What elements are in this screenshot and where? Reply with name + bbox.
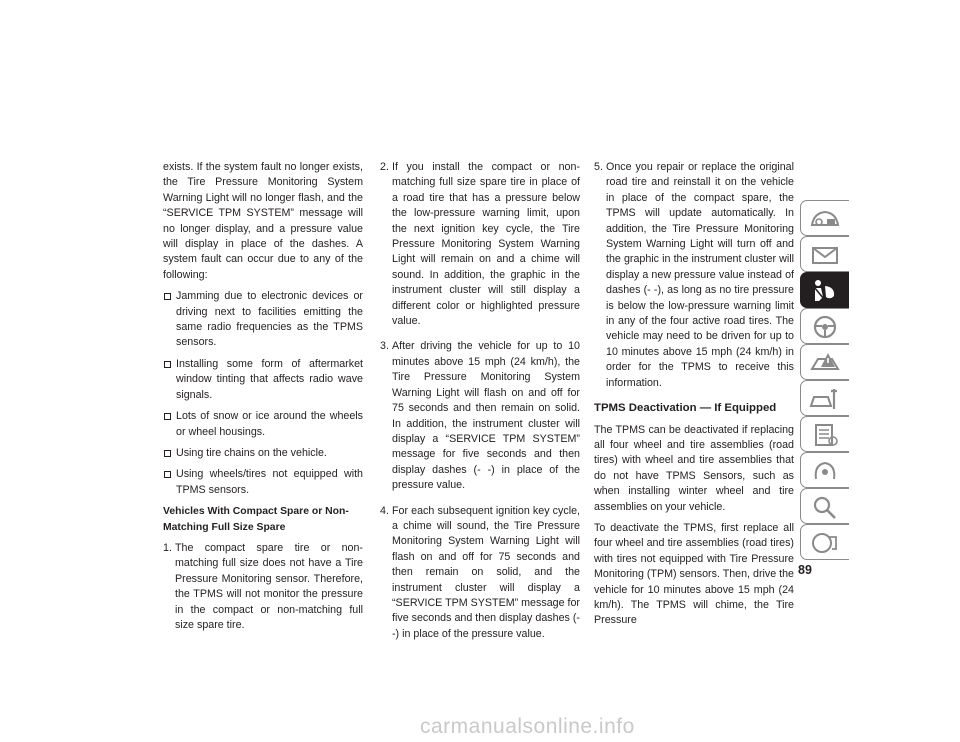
paragraph: The TPMS can be deactivated if replacing all four wheel and tire assemblies (road tires) with wheel and tire assemblies that do not have TPMS Sensors, such as when installing winter wheel and tire assemblies on your vehicle.: [594, 423, 794, 513]
language-icon: [808, 529, 842, 557]
subheading: Vehicles With Compact Spare or Non-Matching Full Size Spare: [163, 506, 349, 533]
numbered-item: 5. Once you repair or replace the original road tire and reinstall it on the vehicle in place of the compact spare, the TPMS will update automatically. In addition, the Tire Pressure Monitoring System Warning Light will turn off and the graphic in the instrument cluster will display a new pressure value instead of dashes (- -), as long as no tire pressure is below the low-pressure warning limit in any of the four active road tires. The vehicle may need to be driven for up to 10 minutes above 15 mph (24 km/h) in order for the TPMS to receive this information.: [594, 161, 794, 389]
specifications-list-icon: [808, 421, 842, 449]
numbered-item: 2. If you install the compact or non-matching full size spare tire in place of a road tire that has a pressure below the low-pressure warning limit, upon the next ignition key cycle, the Tire Pressure Monitoring System Warning Light will remain on and a chime will sound. In addition, the graphic in the instrument cluster will still display a different color or highlighted pressure value.: [380, 161, 580, 328]
tab-getting-to-know-dashboard[interactable]: [800, 236, 849, 272]
tab-language[interactable]: [800, 524, 849, 560]
emergency-warning-icon: [808, 349, 842, 377]
index-search-icon: [808, 493, 842, 521]
checkbox-bullet-icon: [164, 413, 171, 420]
tab-getting-to-know-vehicle[interactable]: [800, 200, 849, 236]
service-car-icon: [808, 385, 842, 413]
list-item: Using tire chains on the vehicle.: [163, 446, 363, 461]
numbered-item: 1. The compact spare tire or non-matching full size does not have a Tire Pressure Monitoring sensor. Therefore, the TPMS will not monitor the pressure in the compact or non-matching full size spare tire.: [163, 541, 363, 631]
tab-servicing-maintenance[interactable]: [800, 380, 849, 416]
paragraph: To deactivate the TPMS, first replace all four wheel and tire assemblies (road tires) with tires not equipped with Tire Pressure Monitoring (TPM) sensors. Then, drive the vehicle for 10 minutes above 15 mph (24 km/h). The TPMS will chime, the Tire Pressure: [594, 521, 794, 627]
tab-multimedia[interactable]: [800, 452, 849, 488]
column-3: [594, 160, 794, 635]
vehicle-interior-icon: [808, 205, 842, 233]
section-heading: TPMS Deactivation — If Equipped: [594, 402, 777, 415]
tab-index[interactable]: [800, 488, 849, 524]
tab-safety[interactable]: [800, 272, 849, 308]
list-item: Jamming due to electronic devices or driving next to facilities emitting the same radio frequencies as the TPMS sensors.: [163, 289, 363, 351]
safety-airbag-icon: [808, 277, 842, 305]
checkbox-bullet-icon: [164, 293, 171, 300]
tab-in-case-of-emergency[interactable]: [800, 344, 849, 380]
list-item: Using wheels/tires not equipped with TPMS sensors.: [163, 467, 363, 498]
page-number: 89: [798, 563, 812, 577]
list-item: Lots of snow or ice around the wheels or wheel housings.: [163, 409, 363, 440]
steering-wheel-icon: [808, 313, 842, 341]
numbered-item: 3. After driving the vehicle for up to 10 minutes above 15 mph (24 km/h), the Tire Pressure Monitoring System Warning Light will flash on and off for 75 seconds and then remain on solid. In addition, the instrument cluster will display a “SERVICE TPM SYSTEM” message for five seconds and then display dashes (- -) in place of the pressure value.: [380, 340, 580, 492]
checkbox-bullet-icon: [164, 471, 171, 478]
envelope-dashboard-icon: [808, 241, 842, 269]
tab-starting-operating[interactable]: [800, 308, 849, 344]
tab-technical-specifications[interactable]: [800, 416, 849, 452]
column-2: [380, 160, 580, 652]
numbered-item: 4. For each subsequent ignition key cycle, a chime will sound, the Tire Pressure Monitoring System Warning Light will flash on and off for 75 seconds and then remain on solid, and the instrument cluster will display a “SERVICE TPM SYSTEM” message for five seconds and then display dashes (- -) in place of the pressure value.: [380, 504, 580, 640]
checkbox-bullet-icon: [164, 361, 171, 368]
watermark: carmanualsonline.info: [420, 715, 635, 738]
multimedia-icon: [808, 457, 842, 485]
column-1: [163, 160, 363, 643]
list-item: Installing some form of aftermarket window tinting that affects radio wave signals.: [163, 357, 363, 403]
intro-paragraph: exists. If the system fault no longer exists, the Tire Pressure Monitoring System Warning Light will no longer flash, and the “SERVICE TPM SYSTEM” message will no longer display, and a pressure value will display in place of the dashes. A system fault can occur due to any of the following:: [163, 161, 363, 281]
checkbox-bullet-icon: [164, 450, 171, 457]
